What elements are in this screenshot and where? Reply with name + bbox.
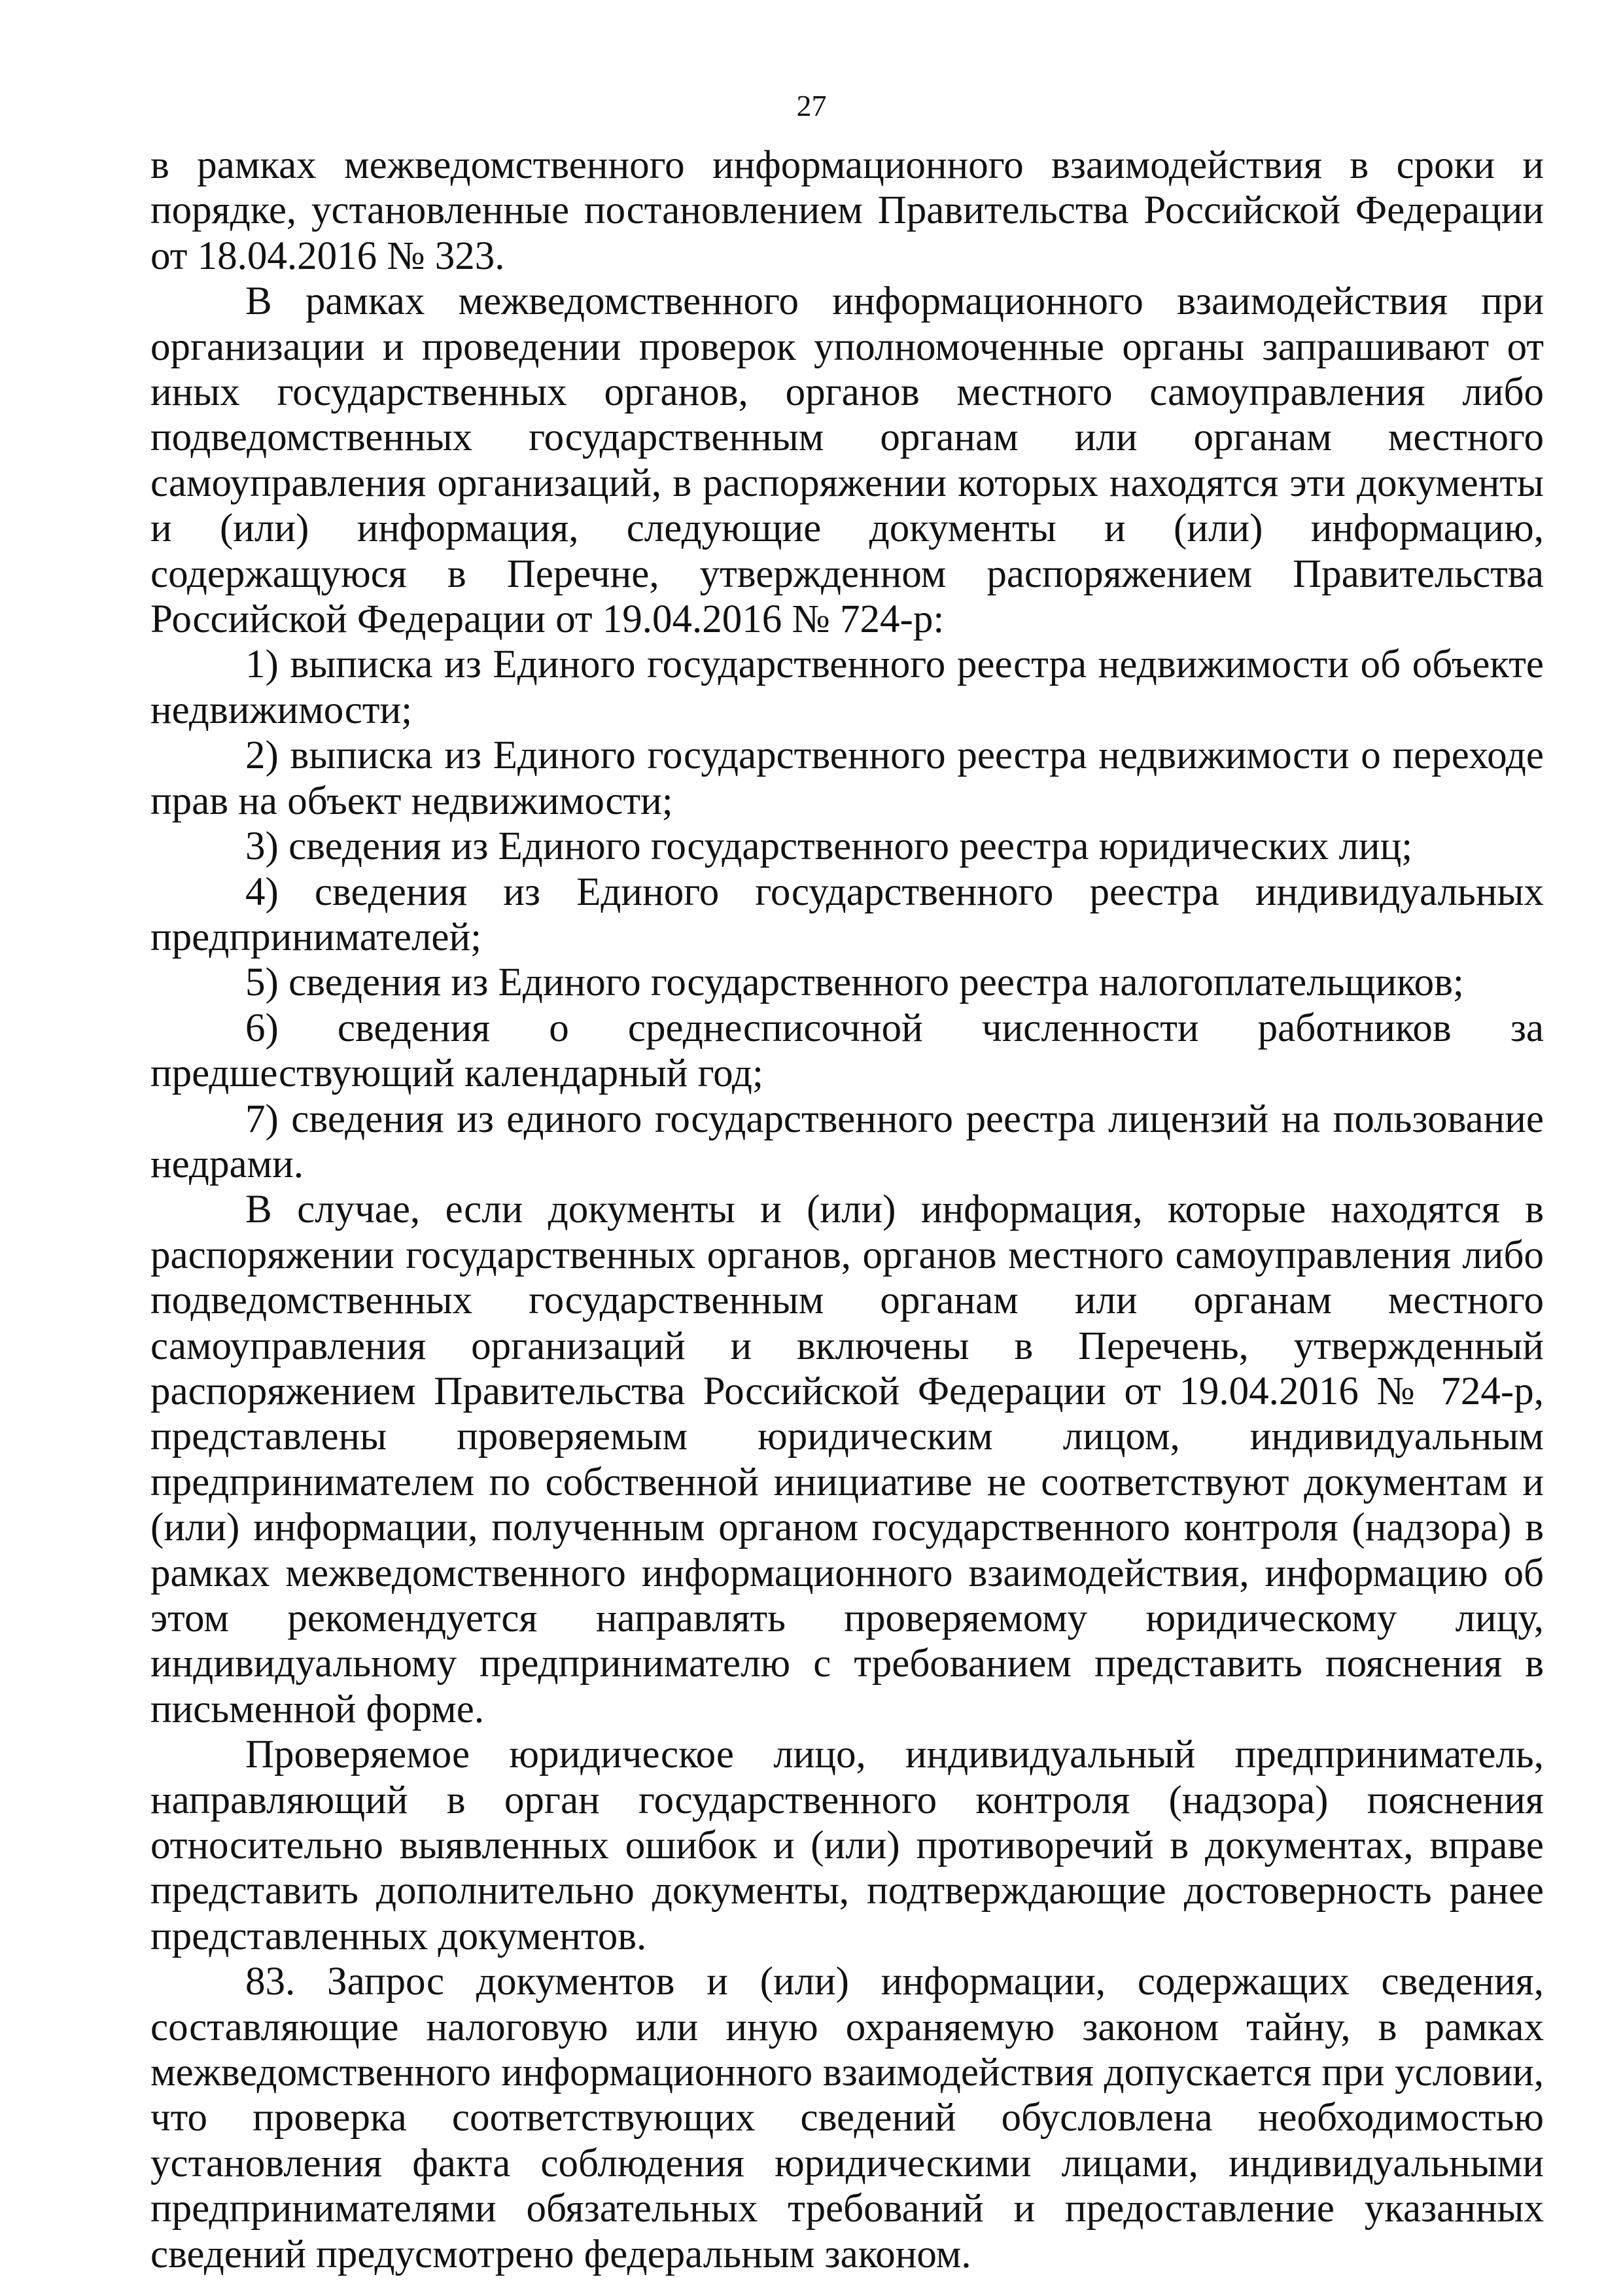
paragraph-explanations: Проверяемое юридическое лицо, индивидуальный предприниматель, направляющий в орган государственного контроля (надзора) пояснения относительно выявленных ошибок и (или) противоречий в документах, вправе представить дополнительно документы, подтверждающие достоверность ранее представленных документов. (150, 1733, 1544, 1958)
paragraph-continuation: в рамках межведомственного информационного взаимодействия в сроки и порядке, установленные постановлением Правительства Российской Федерации от 18.04.2016 № 323. (150, 143, 1544, 278)
list-item-3: 3) сведения из Единого государственного реестра юридических лиц; (245, 824, 1413, 869)
paragraph-83-request: 83. Запрос документов и (или) информации, содержащих сведения, составляющие налоговую или иную охраняемую законом тайну, в рамках межведомственного информационного взаимодействия допускается при условии, что проверка соответствующих сведений обусловлена необходимостью установления факта соблюдения юридическими лицами, индивидуальными предпринимателями обязательных требований и предоставление указанных сведений предусмотрено федеральным законом. (150, 1960, 1544, 2276)
page-number: 27 (796, 89, 827, 122)
paragraph-interagency-request: В рамках межведомственного информационного взаимодействия при организации и проведении проверок уполномоченные органы запрашивают от иных государственных органов, органов местного самоуправления либо подведомственных государственным органам или органам местного самоуправления организаций, в распоряжении которых находятся эти документы и (или) информация, следующие документы и (или) информацию, содержащуюся в Перечне, утвержденном распоряжением Правительства Российской Федерации от 19.04.2016 № 724-р: (150, 279, 1544, 642)
list-item-4: 4) сведения из Единого государственного реестра индивидуальных предпринимателей; (150, 870, 1544, 959)
list-item-6: 6) сведения о среднесписочной численности работников за предшествующий календарный год; (150, 1006, 1544, 1096)
list-item-5: 5) сведения из Единого государственного реестра налогоплательщиков; (245, 961, 1464, 1005)
list-item-2: 2) выписка из Единого государственного реестра недвижимости о переходе прав на объект недвижимости; (150, 733, 1544, 823)
list-item-1: 1) выписка из Единого государственного реестра недвижимости об объекте недвижимости; (150, 643, 1544, 732)
paragraph-discrepancy: В случае, если документы и (или) информация, которые находятся в распоряжении государственных органов, органов местного самоуправления либо подведомственных государственным органам или органам местного самоуправления организаций и включены в Перечень, утвержденный распоряжением Правительства Российской Федерации от 19.04.2016 № 724-р, представлены проверяемым юридическим лицом, индивидуальным предпринимателем по собственной инициативе не соответствуют документам и (или) информации, полученным органом государственного контроля (надзора) в рамках межведомственного информационного взаимодействия, информацию об этом рекомендуется направлять проверяемому юридическому лицу, индивидуальному предпринимателю с требованием представить пояснения в письменной форме. (150, 1188, 1544, 1731)
list-item-7: 7) сведения из единого государственного реестра лицензий на пользование недрами. (150, 1097, 1544, 1186)
document-body (150, 143, 1544, 2277)
